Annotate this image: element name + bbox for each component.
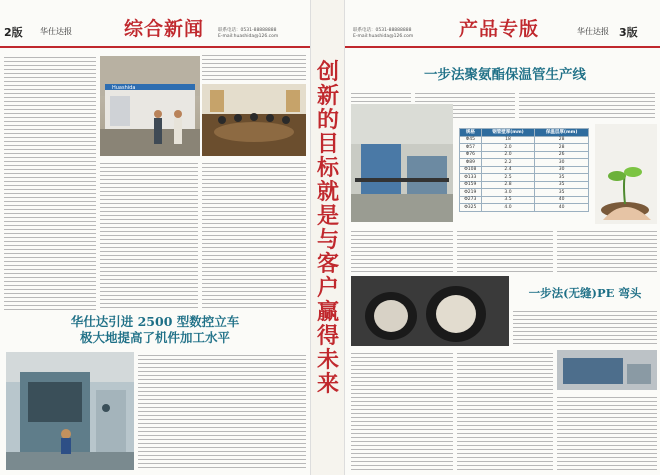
page-number: 2版 (4, 26, 23, 39)
spec-header: 规格 (460, 129, 482, 137)
table-row: Φ159 2.8 35 (460, 181, 589, 189)
svg-text:Huashida: Huashida (112, 85, 136, 91)
spec-header: 钢管壁厚(mm) (481, 129, 535, 137)
article-column (351, 228, 453, 272)
page-number: 3版 (619, 26, 638, 39)
article-column (202, 52, 306, 80)
article-column (4, 54, 96, 310)
contact-info: 联系电话：0531-88888888 E-mail:huashida@126.com (353, 28, 414, 39)
article-column (100, 160, 198, 310)
table-row: Φ57 2.0 28 (460, 144, 589, 152)
article-column (557, 394, 657, 470)
table-row: Φ273 3.5 40 (460, 196, 589, 204)
product-headline: 一步法聚氨酯保温管生产线 (424, 67, 586, 83)
left-page (0, 0, 310, 475)
article-column (457, 350, 553, 470)
section-title: 综合新闻 (124, 18, 205, 40)
table-row: Φ76 2.0 26 (460, 151, 589, 159)
table-row: Φ45 18 28 (460, 136, 589, 144)
article-column (202, 160, 306, 310)
vertical-slogan: 创新的目标就是与客户赢得未来 (316, 59, 339, 397)
article-column (138, 352, 306, 470)
contact-info: 联系电话：0531-88888888 E-mail:huashida@126.com (218, 28, 279, 39)
article-column (513, 308, 657, 346)
table-row: Φ89 2.2 30 (460, 159, 589, 167)
spec-header: 保温层厚(mm) (535, 129, 589, 137)
cnc-machine-photo (6, 352, 134, 470)
left-page-header (0, 0, 310, 48)
production-line-photo (351, 104, 453, 222)
plant-photo (595, 124, 657, 224)
article-column (351, 350, 453, 470)
table-row: Φ133 2.5 35 (460, 174, 589, 182)
pipes-photo (351, 276, 509, 346)
article-column (519, 90, 655, 120)
paper-name: 华仕达报 (40, 27, 72, 36)
paper-name: 华仕达报 (577, 27, 609, 36)
table-row: Φ108 2.4 30 (460, 166, 589, 174)
table-row: Φ219 3.0 35 (460, 189, 589, 197)
factory-photo (100, 56, 200, 156)
article-column (457, 228, 553, 272)
table-row: Φ325 4.0 40 (460, 204, 589, 212)
right-page (345, 0, 660, 475)
article-column (351, 90, 411, 102)
meeting-photo (202, 84, 306, 156)
right-page-header (345, 0, 660, 48)
product-subheadline: 一步法(无缝)PE 弯头 (528, 286, 642, 300)
machine-photo (557, 350, 657, 390)
article-column (557, 228, 657, 272)
spec-table (459, 128, 589, 212)
section-title: 产品专版 (459, 18, 540, 40)
article-headline: 华仕达引进 2500 型数控立车 极大地提高了机件加工水平 (70, 314, 240, 345)
